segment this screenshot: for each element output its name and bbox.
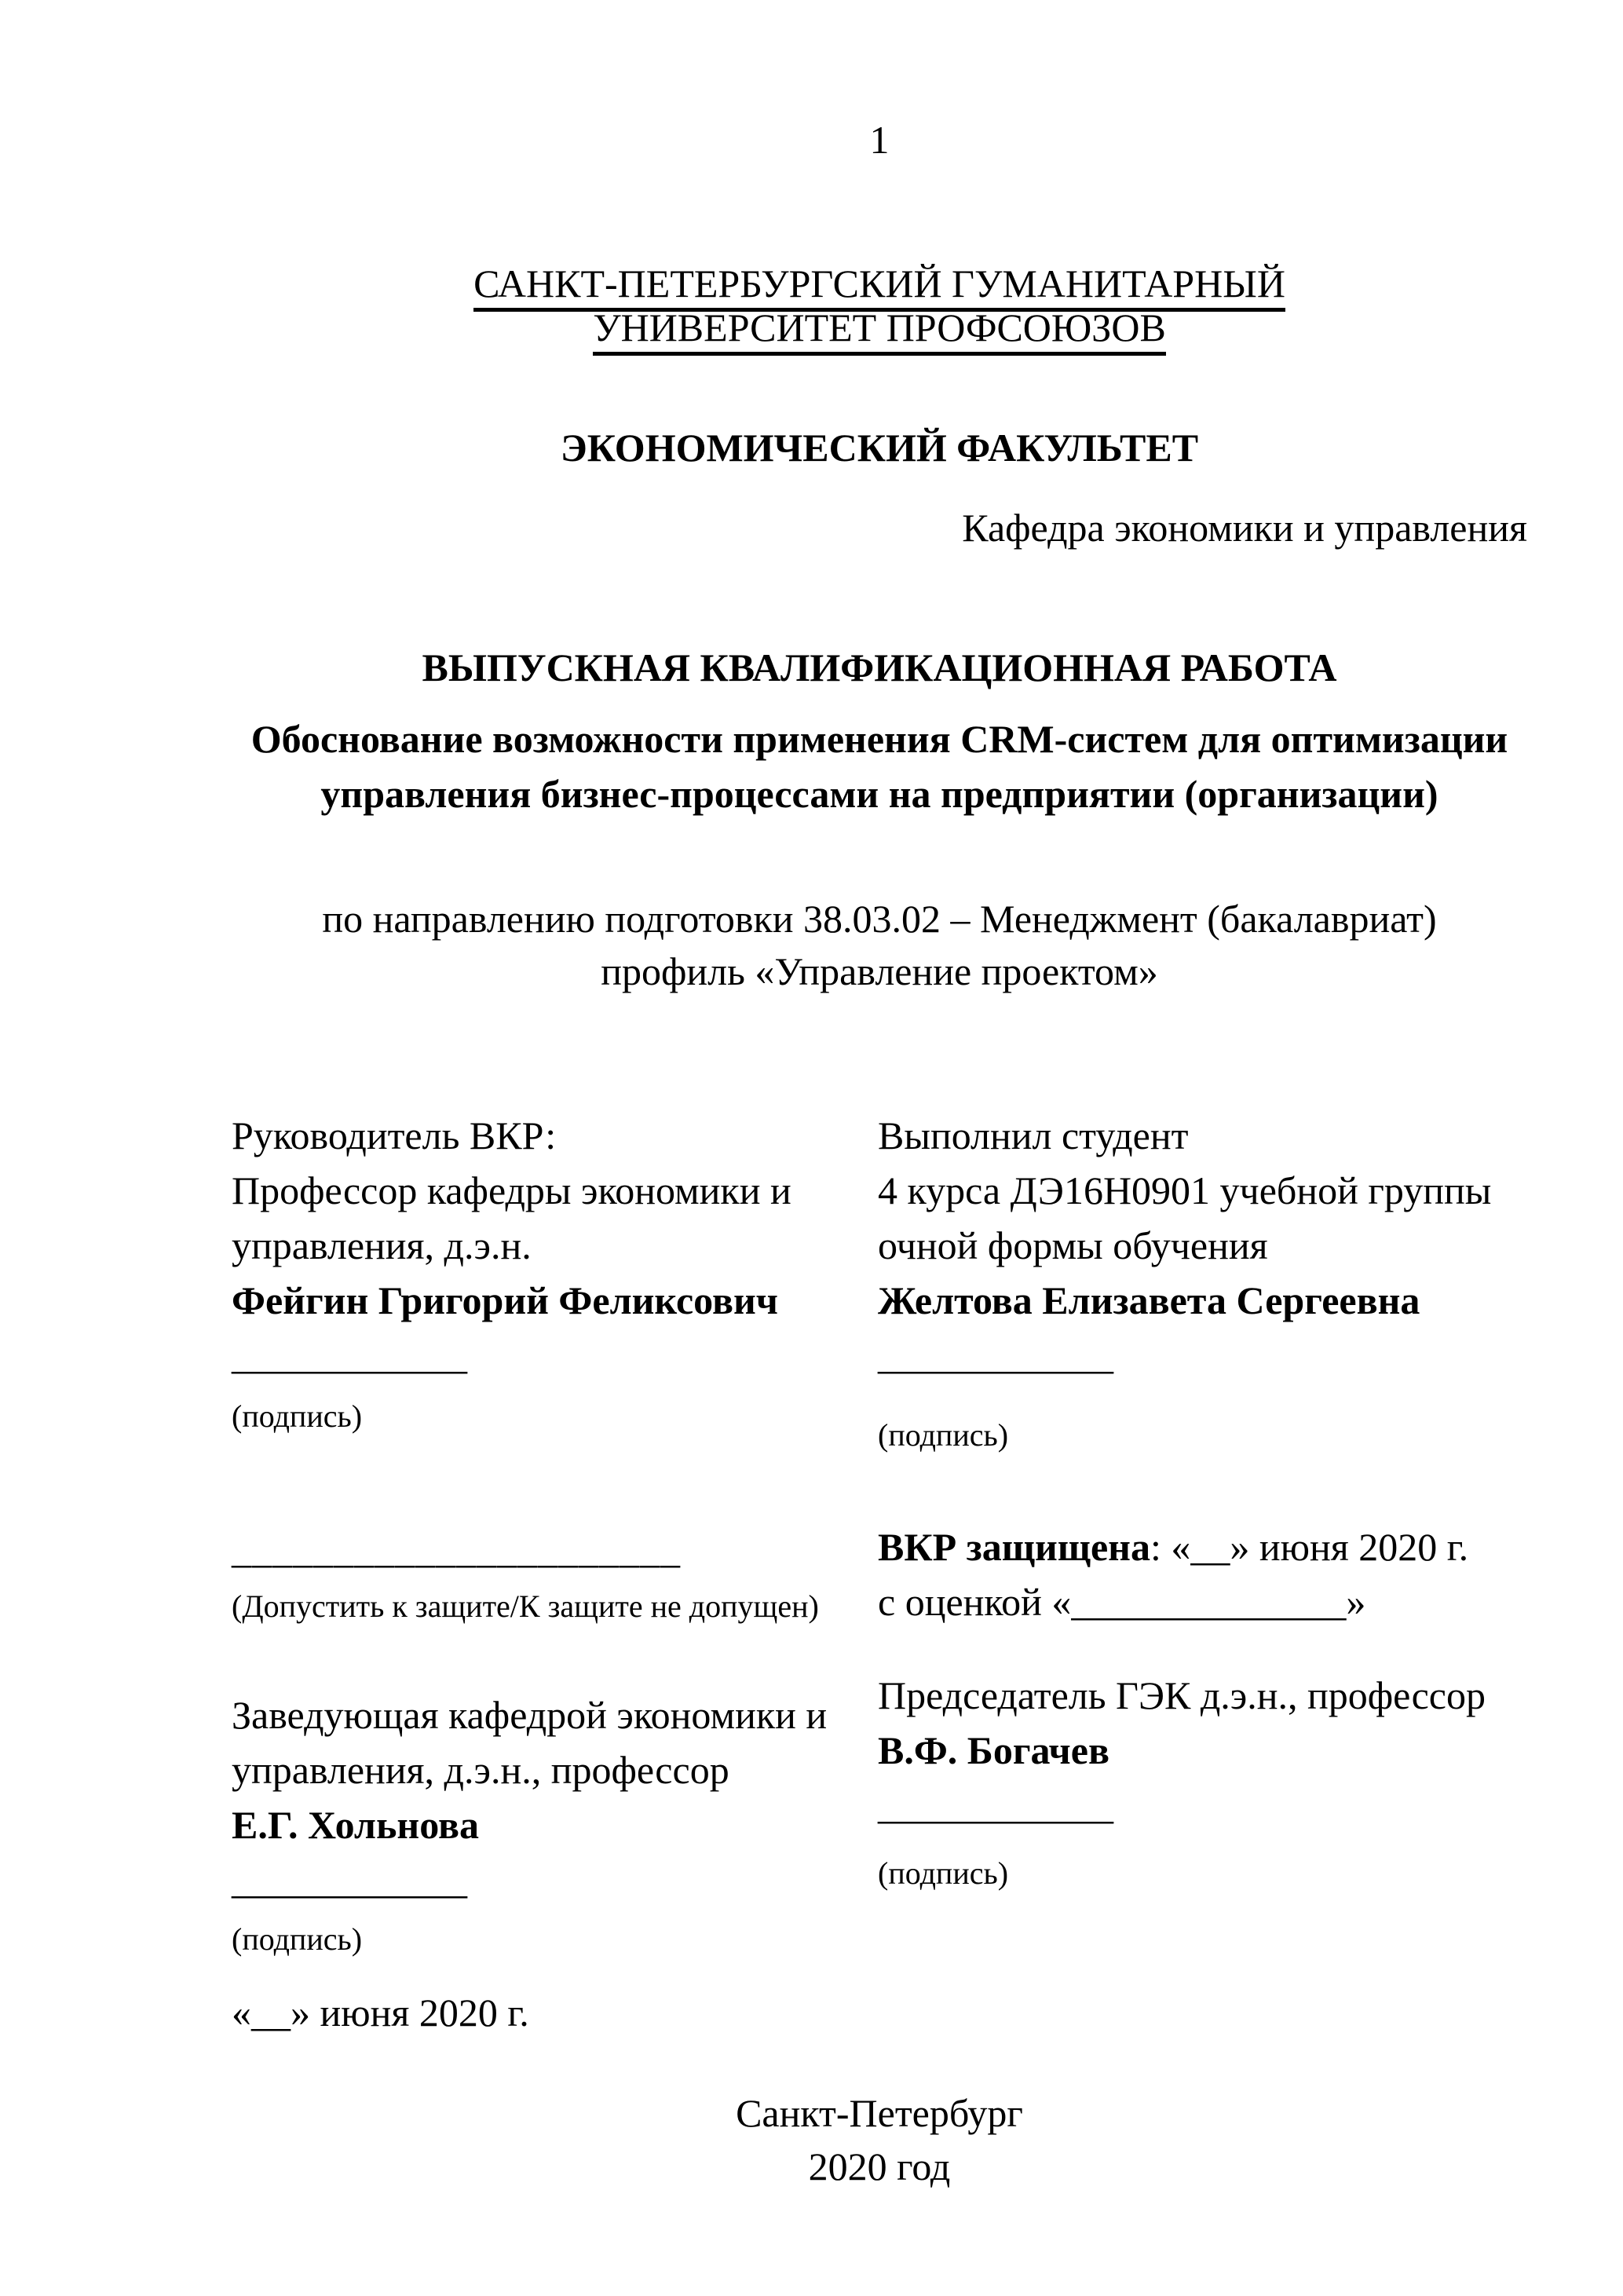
footer — [232, 2086, 1527, 2193]
admission-date-line: «__» июня 2020 г. — [232, 1991, 529, 2035]
department-head-position-line2: управления, д.э.н., профессор — [232, 1748, 729, 1792]
supervisor-signature-caption: (подпись) — [232, 1398, 363, 1434]
work-type-heading: ВЫПУСКНАЯ КВАЛИФИКАЦИОННАЯ РАБОТА — [422, 645, 1337, 689]
chairman-name: В.Ф. Богачев — [878, 1728, 1109, 1772]
student-label: Выполнил студент — [878, 1113, 1189, 1157]
university-name-line1: САНКТ-ПЕТЕРБУРГСКИЙ ГУМАНИТАРНЫЙ — [473, 261, 1285, 312]
faculty-name: ЭКОНОМИЧЕСКИЙ ФАКУЛЬТЕТ — [560, 426, 1199, 470]
department-head-signature-line: ____________ — [232, 1858, 467, 1902]
student-name: Желтова Елизавета Сергеевна — [878, 1278, 1420, 1322]
supervisor-position-line2: управления, д.э.н. — [232, 1223, 532, 1267]
student-signature-caption: (подпись) — [878, 1417, 1009, 1453]
student-form-line: очной формы обучения — [878, 1223, 1268, 1267]
program-direction: по направлению подготовки 38.03.02 – Менеджмент (бакалавриат) — [322, 897, 1437, 941]
page-number: 1 — [869, 118, 890, 162]
university-name-line2: УНИВЕРСИТЕТ ПРОФСОЮЗОВ — [593, 305, 1166, 356]
supervisor-label: Руководитель ВКР: — [232, 1113, 557, 1157]
footer-year: 2020 год — [808, 2144, 951, 2188]
admission-decision-line: ______________________ — [232, 1527, 681, 1571]
department-head-name: Е.Г. Хольнова — [232, 1803, 479, 1847]
department-head-position-line1: Заведующая кафедрой экономики и — [232, 1693, 828, 1737]
defense-date-label: ВКР защищена — [878, 1525, 1150, 1569]
supervisor-block — [232, 1108, 878, 2040]
university-name — [232, 261, 1527, 349]
student-signature-line: ____________ — [878, 1333, 1113, 1377]
student-group-line: 4 курса ДЭ16Н0901 учебной группы — [878, 1168, 1492, 1212]
footer-city: Санкт-Петербург — [736, 2091, 1023, 2135]
chairman-signature-line: ____________ — [878, 1783, 1113, 1827]
chairman-position: Председатель ГЭК д.э.н., профессор — [878, 1673, 1486, 1717]
program-info — [232, 893, 1527, 998]
thesis-title-line2: управления бизнес-процессами на предприятии (организации) — [320, 772, 1438, 816]
chairman-signature-caption: (подпись) — [878, 1855, 1009, 1891]
thesis-title — [232, 711, 1527, 821]
supervisor-name: Фейгин Григорий Феликсович — [232, 1278, 778, 1322]
department-head-signature-caption: (подпись) — [232, 1921, 363, 1957]
signatories-section — [232, 1108, 1527, 2040]
supervisor-position-line1: Профессор кафедры экономики и — [232, 1168, 791, 1212]
program-profile: профиль «Управление проектом» — [601, 949, 1158, 993]
admission-decision-caption: (Допустить к защите/К защите не допущен) — [232, 1589, 819, 1624]
thesis-title-line1: Обоснование возможности применения CRM-систем для оптимизации — [250, 717, 1508, 761]
student-block — [878, 1108, 1527, 1901]
defense-date-line — [878, 1519, 1527, 1574]
supervisor-signature-line: ____________ — [232, 1333, 467, 1377]
department-name: Кафедра экономики и управления — [962, 506, 1527, 550]
defense-date-value: : «__» июня 2020 г. — [1150, 1525, 1469, 1569]
defense-grade-line: с оценкой «______________» — [878, 1580, 1366, 1624]
